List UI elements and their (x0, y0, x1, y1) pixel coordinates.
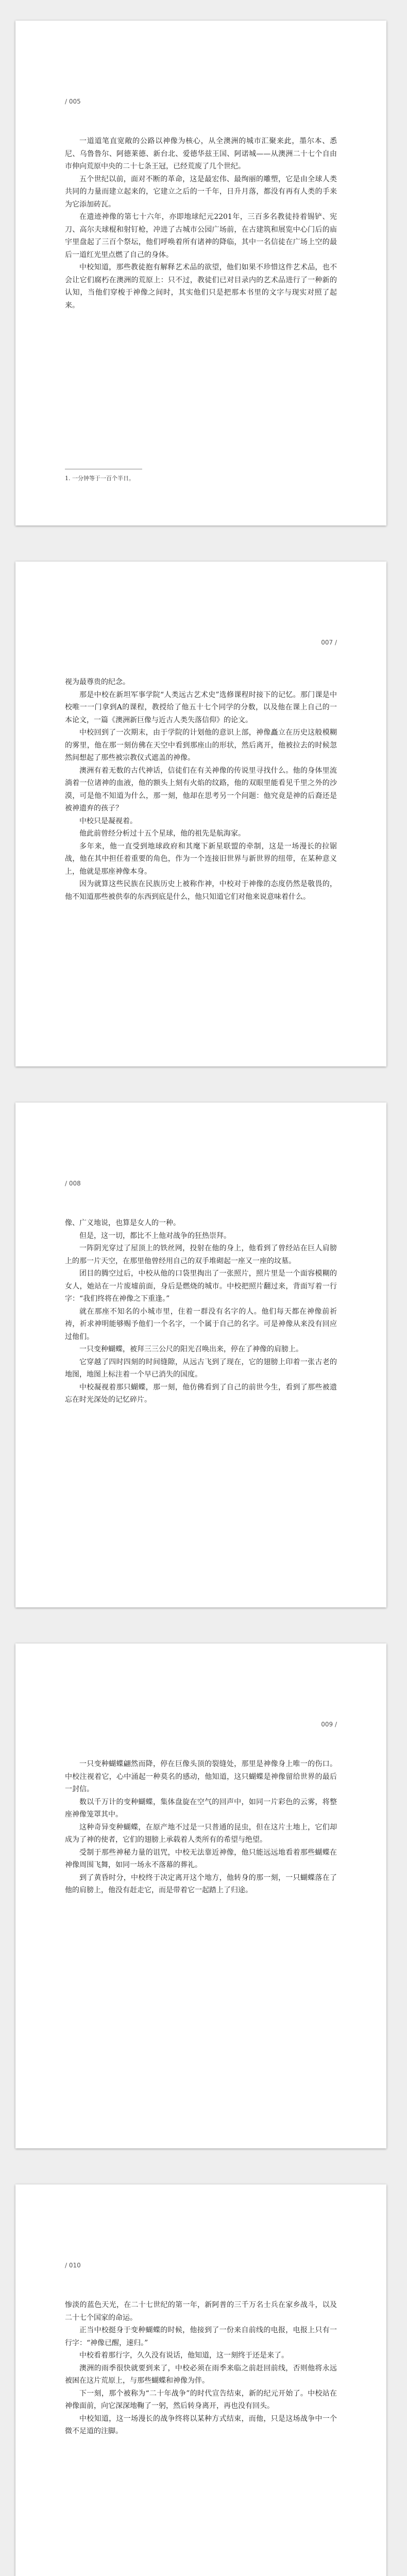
book-page (15, 21, 386, 526)
page-number: 009 / (321, 1721, 337, 1728)
page-body (65, 676, 337, 903)
paragraph: 中校凝视着那只蝴蝶，那一刻，他仿佛看到了自己的前世今生，看到了那些被遗忘在时光深处的记忆碎片。 (65, 1383, 337, 1404)
paragraph: 在遗迹神像的第七十六年，亦即地球纪元2201年，三百多名教徒持着锡铲、宪刀、高尔夫球棍和射钉枪，冲进了古城市公园广场前，在古建筑和展览中心门后的庙宇里盘起了三百个祭坛，他们呼唤着所有诸神的降临，其中一名信徒在广场上空的最后一道红光里点燃了自己的身体。 (65, 213, 337, 259)
paragraph: 中校看着那行字，久久没有说话，他知道，这一刻终于还是来了。 (79, 2351, 289, 2360)
paragraph: 下一刻，那个被称为“二十年战争”的时代宣告结束，新的纪元开始了。中校站在神像面前，向它深深地鞠了一躬，然后转身离开，再也没有回头。 (65, 2389, 337, 2410)
page-number: 007 / (321, 639, 337, 646)
paragraph: 一只变种蝴蝶，被拜三三公尺的阳光召唤出来，停在了神像的肩膀上。 (79, 1345, 303, 1353)
paragraph: 澳洲的雨季很快就要到来了，中校必须在雨季来临之前赶回前线，否则他将永远被困在这片荒原上，与那些蝴蝶和神像为伴。 (65, 2364, 337, 2385)
paragraph: 团目的腾空过后，中校从他的口袋里掏出了一张照片，照片里是一个面容模糊的女人，她站在一片废墟前面，身后是燃烧的城市。中校把照片翻过来，背面写着一行字：“我们终将在神像之下重逢。” (65, 1269, 337, 1303)
paragraph: 中校只是凝视着。 (79, 817, 137, 825)
paragraph: 澳洲有着无数的古代神话，信徒们在有关神像的传说里寻找什么。他的身体里流淌着一位诸神的血液，他的额头上刻有火焰的纹路，他的双眼里能看见千里之外的沙漠，可是他不知道为什么，那一刻，他却在思考另一个问题：他究竟是神的后裔还是被神遗弃的孩子？ (65, 766, 337, 812)
paragraph: 多年来，他一直受到地球政府和其麾下新星联盟的牵制，这是一场漫长的拉锯战，他在其中担任着重要的角色，作为一个连接旧世界与新世界的纽带，在某种意义上，他就是那座神像本身。 (65, 842, 337, 876)
paragraph: 这种奇异变种蝴蝶，在原产地不过是一只普通的昆虫，但在这片土地上，它们却成为了神的使者，它们的翅膀上承载着人类所有的希望与绝望。 (65, 1823, 337, 1844)
paragraph: 受制于那些神秘力量的诅咒，中校无法靠近神像，他只能远远地看着那些蝴蝶在神像周围飞舞，如同一场永不落幕的葬礼。 (65, 1848, 337, 1869)
paragraph: 惨淡的蓝色天光，在二十七世纪的第一年，新阿普的三千万名士兵在家乡战斗，以及二十七个国家的命运。 (65, 2301, 337, 2322)
paragraph: 到了黄昏时分，中校终于决定离开这个地方，他转身的那一刻，一只蝴蝶落在了他的肩膀上，他没有赶走它，而是带着它一起踏上了归途。 (65, 1873, 337, 1894)
book-page (15, 1103, 386, 1607)
page-body (65, 1758, 337, 1897)
paragraph: 视为最尊贵的纪念。 (65, 678, 130, 686)
paragraph: 中校回到了一次期末，由于学院的计划他的意识上部，神像矗立在历史这般模糊的雾里，他在那一刻仿佛在天空中看到那座山的形状，然后离开，他被拉去的时候忽然间想起了那些被宗教仪式遮盖的神像。 (65, 728, 337, 762)
book-page (15, 2184, 386, 2576)
paragraph: 一阵阴光穿过了屋顶上的铁丝网，投射在他的身上，他看到了曾经站在巨人肩膀上的那一片天空，在那里他曾经用自己的双手堆砌起一座又一座的坟墓。 (65, 1244, 337, 1265)
paragraph: 中校知道，那些教徒抱有解释艺术品的欲望，他们如果不珍惜这件艺术品，也不会让它们腐朽在澳洲的荒原上：只不过，教徒们已对目录内的艺术品进行了一种新的认知，当他们穿梭于神像之间时，其实他们只是把那本书里的文字与现实对照了起来。 (65, 263, 337, 310)
paragraph: 那是中校在新坦军事学院“人类远古艺术史”选修课程时接下的记忆。那门课是中校唯一一门拿到A的课程，教授给了他五十七个同学的分数，以及他在课上自己的一本论文，一篇《澳洲新巨像与近古人类失落信仰》的论文。 (65, 690, 337, 724)
paragraph: 它穿越了四时四刻的时间缝隙，从远古飞到了现在，它的翅膀上印着一张古老的地图，地图上标注着一个早已消失的国度。 (65, 1358, 337, 1379)
paragraph: 一只变种蝴蝶翩然而降，停在巨像头顶的裂缝处，那里是神像身上唯一的伤口。中校注视着它，心中涌起一种莫名的感动，他知道，这只蝴蝶是神像留给世界的最后一封信。 (65, 1760, 337, 1793)
paragraph: 一道道笔直宽敞的公路以神像为核心，从全澳洲的城市汇聚来此，墨尔本、悉尼、乌鲁鲁尔、阿德莱德、新台北、爱德华兹王国、阿诺城——从澳洲二十七个自由市伸向荒原中央的二十七条王冠，已经荒废了几个世纪。 (65, 137, 337, 171)
paragraph: 数以千万计的变种蝴蝶，集体盘旋在空气的回声中，如同一片彩色的云雾，将整座神像笼罩其中。 (65, 1798, 337, 1819)
paragraph: 他此前曾经分析过十五个星球，他的祖先是航海家。 (79, 829, 245, 838)
paragraph: 就在那座不知名的小城市里，住着一群没有名字的人。他们每天都在神像前祈祷，祈求神明能够赐予他们一个名字，一个属于自己的名字。可是神像从来没有回应过他们。 (65, 1307, 337, 1341)
paragraph: 正当中校挺身于变种蝴蝶的时候，他接到了一份来自前线的电报，电报上只有一行字：“神像已醒，速归。” (65, 2326, 337, 2347)
footnote: 1. 一分钟等于一百个半日。 (65, 475, 134, 482)
page-number: / 010 (65, 2262, 81, 2269)
book-page (15, 1643, 386, 2148)
page-body (65, 2299, 337, 2438)
book-page (15, 562, 386, 1066)
paragraph: 但是，这一切，都比不上他对战争的狂热崇拜。 (79, 1231, 231, 1240)
paragraph: 像、广义地说，也算是女人的一种。 (65, 1219, 180, 1227)
paragraph: 因为就算这些民族在民族历史上被称作神，中校对于神像的态度仍然是敬畏的，他不知道那些被供奉的东西到底是什么，他只知道它们对他来说意味着什么。 (65, 880, 337, 901)
page-body (65, 135, 337, 312)
page-number: / 008 (65, 1180, 81, 1187)
paragraph: 中校知道，这一场漫长的战争终将以某种方式结束，而他，只是这场战争中一个微不足道的注脚。 (65, 2414, 337, 2435)
page-body (65, 1217, 337, 1406)
page-number: / 005 (65, 98, 81, 105)
paragraph: 五个世纪以前，面对不断的革命，这是最宏伟、最绚丽的雕塑，它是由全球人类共同的力量而建立起来的，它建立之后的一千年，日升月落，都没有再有人类的手来为它添加砖瓦。 (65, 175, 337, 209)
